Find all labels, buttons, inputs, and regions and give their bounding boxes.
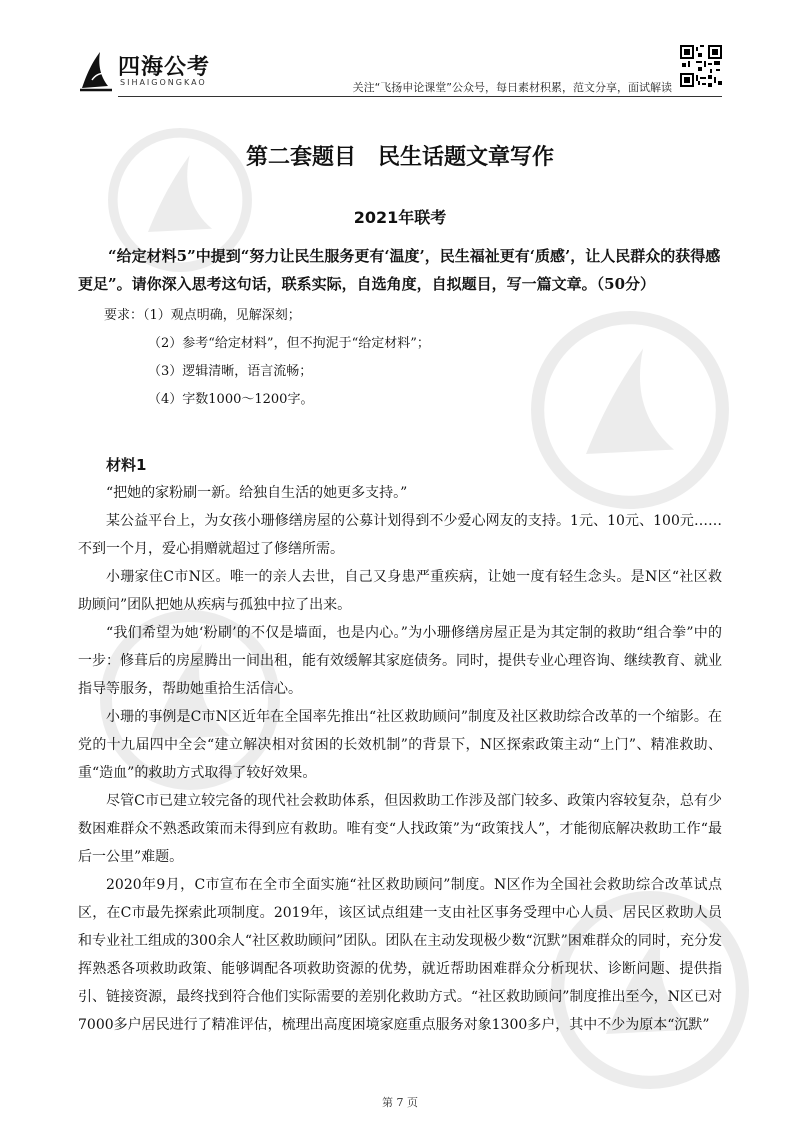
requirement-item: 要求：（1）观点明确，见解深刻；	[104, 308, 301, 323]
header-divider	[118, 96, 722, 97]
material-paragraph: 某公益平台上，为女孩小珊修缮房屋的公募计划得到不少爱心网友的支持。1元、10元、100元……不到一个月，爱心捐赠就超过了修缮所需。	[78, 513, 722, 557]
material-paragraph: 尽管C市已建立较完备的现代社会救助体系，但因救助工作涉及部门较多、政策内容较复杂，总有少数困难群众不熟悉政策而未得到应有救助。唯有变“人找政策”为“政策找人”，才能彻底解决救助工作“最后一公里”难题。	[78, 793, 722, 865]
material-paragraph: 小珊家住C市N区。唯一的亲人去世，自己又身患严重疾病，让她一度有轻生念头。是N区“社区救助顾问”团队把她从疾病与孤独中拉了出来。	[78, 569, 722, 613]
essay-prompt: “给定材料5”中提到“努力让民生服务更有‘温度’，民生福祉更有‘质感’，让人民群众的获得感更足”。请你深入思考这句话，联系实际，自选角度，自拟题目，写一篇文章。（50分）	[78, 247, 721, 293]
requirement-item: （2）参考“给定材料”，但不拘泥于“给定材料”；	[148, 336, 430, 351]
material-label: 材料1	[106, 456, 147, 474]
exam-year-heading: 2021年联考	[353, 208, 447, 227]
logo-name: 四海公考	[118, 55, 211, 80]
page-number: 第 7 页	[382, 1096, 418, 1109]
material-paragraph: 小珊的事例是C市N区近年在全国率先推出“社区救助顾问”制度及社区救助综合改革的一个缩影。在党的十九届四中全会“建立解决相对贫困的长效机制”的背景下，N区探索政策主动“上门”、精准救助、重“造血”的救助方式取得了较好效果。	[78, 709, 722, 781]
qr-code-icon	[680, 45, 722, 87]
material-paragraph: “我们希望为她‘粉刷’的不仅是墙面，也是内心。”为小珊修缮房屋正是为其定制的救助“组合拳”中的一步：修葺后的房屋腾出一间出租，能有效缓解其家庭债务。同时，提供专业心理咨询、继续教育、就业指导等服务，帮助她重拾生活信心。	[78, 625, 722, 697]
requirement-item: （4）字数1000～1200字。	[148, 392, 314, 407]
logo-icon	[78, 50, 114, 92]
document-body	[78, 242, 722, 1039]
logo-subtitle: SIHAIGONGKAO	[120, 78, 207, 87]
material-paragraph: “把她的家粉刷一新。给独自生活的她更多支持。”	[106, 485, 408, 501]
page-title: 第二套题目 民生话题文章写作	[245, 145, 554, 170]
page-header	[0, 0, 800, 100]
requirement-item: （3）逻辑清晰，语言流畅；	[148, 364, 313, 379]
header-note: 关注“飞扬申论课堂”公众号，每日素材积累，范文分享，面试解读	[352, 81, 672, 94]
material-paragraph: 2020年9月，C市宣布在全市全面实施“社区救助顾问”制度。N区作为全国社会救助综合改革试点区，在C市最先探索此项制度。2019年，该区试点组建一支由社区事务受理中心人员、居民区救助人员和专业社工组成的300余人“社区救助顾问”团队。团队在主动发现极少数“沉默”困难群众的同时，充分发挥熟悉各项救助政策、能够调配各项救助资源的优势，就近帮助困难群众分析现状、诊断问题、提供指引、链接资源，最终找到符合他们实际需要的差别化救助方式。“社区救助顾问”制度推出至今，N区已对7000多户居民进行了精准评估，梳理出高度困境家庭重点服务对象1300多户，其中不少为原本“沉默”	[78, 877, 722, 1033]
